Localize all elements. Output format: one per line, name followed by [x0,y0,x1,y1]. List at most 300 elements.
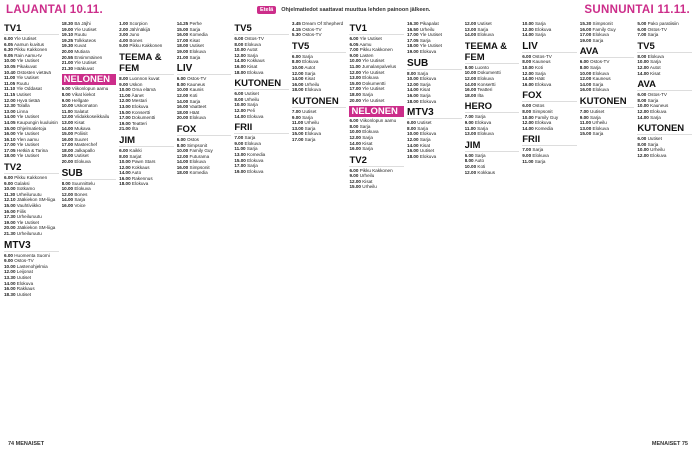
program-title: Oma elämä [130,87,156,93]
program-time: 12.00 [349,134,361,140]
program-list [234,91,289,119]
program-title: Tolkkuteos [73,37,96,43]
program-time: 9.05 [4,52,13,58]
program-list [177,137,232,176]
program-title: Kisat [73,119,85,125]
program-item [62,159,117,165]
program-time: 15.30 [579,21,592,26]
channel-name: TEEMA & FEM [119,52,174,75]
program-time: 6.00 [234,36,244,41]
program-list [349,118,404,152]
program-title: Poliisit [73,131,88,137]
page-header [0,0,696,20]
program-title: Ostos [185,136,199,142]
program-time: 20.55 [61,54,74,60]
program-title: Sotkamo [15,186,35,192]
program-title: Kokkaus [245,58,265,64]
program-time: 15.00 [291,131,304,137]
program-title: Kauneus [185,81,206,87]
program-title: Ilta [130,126,139,132]
program-list [292,54,347,93]
program-time: 18.00 [407,153,419,159]
channel-block [292,41,347,93]
program-time: 10.00 [176,148,189,154]
program-title: Elokuva [73,159,91,165]
program-time: 16.10 [4,136,16,142]
program-list [637,21,692,38]
program-time: 3.00 [119,32,129,38]
program-time: 19.30 [61,43,74,49]
program-time: 12.00 [464,169,477,175]
program-time: 17.00 [61,142,74,148]
program-time: 8.00 [637,97,647,103]
program-time: 1.00 [119,21,129,26]
program-time: 8.00 [176,81,186,87]
listing-column [637,21,692,435]
channel-block [637,41,692,76]
program-time: 17.00 [407,32,419,38]
program-time: 18.00 [291,87,304,93]
program-time: 8.00 [61,91,71,97]
program-title: Uutiset [73,153,89,159]
listing-column [119,21,174,435]
program-list [465,153,520,175]
program-list [637,54,692,76]
program-time: 10.00 [4,58,16,64]
program-title: Uutiset [476,21,492,26]
program-title: Sarja [591,81,604,87]
program-time: 8.00 [291,59,301,65]
program-time: 14.00 [119,170,131,176]
program-time: 12.00 [234,52,246,58]
program-time: 19.25 [61,37,74,43]
program-list [637,136,692,158]
channel-block [580,21,635,43]
program-title: Elokuva [476,32,494,38]
program-time: 17.05 [407,37,419,43]
program-list [62,86,117,164]
program-title: Elokuva [591,32,609,38]
program-title: Sarja [303,136,316,142]
program-title: Sarja [588,64,601,70]
program-time: 6.00 [176,136,186,142]
program-title: Bä Jäjhi [73,21,91,26]
program-time: 19.00 [61,153,74,159]
program-title: Sarja [188,26,201,32]
program-title: Auto [130,170,142,176]
program-title: Yle Uutiset [418,32,442,38]
program-title: Urheilu [648,147,665,153]
program-title: Elokuva [188,159,206,165]
program-time: 8.00 [464,64,474,70]
program-time: 10.00 [176,87,189,93]
channel-name: TV2 [349,155,404,167]
program-title: Urheilu [360,184,377,190]
program-title: Pikku Kakkonen [12,175,48,181]
program-title: Viikonlopun aamu [70,86,109,92]
program-title: Simpsonit [591,21,613,26]
program-time: 18.30 [61,21,74,26]
program-time: 12.00 [407,81,419,87]
program-title: Elokuva [418,76,437,82]
program-time: 18.00 [176,109,189,115]
program-time: 14.00 [522,76,534,82]
program-title: Elokuva [188,115,206,121]
channel-block [465,41,520,99]
program-title: Urheilu [243,96,260,102]
program-title: Elokuva [418,131,437,137]
program-title: Sarjat [128,153,142,159]
program-title: Jääkiekon SM-liiga [15,197,56,203]
program-time: 14.00 [4,280,16,286]
program-list [522,21,577,38]
program-time: 21.30 [61,65,74,71]
program-time: 18.00 [176,170,189,176]
program-title: Bones [73,191,88,197]
program-title: Urheilu [418,26,435,32]
program-time: 16.00 [234,63,246,69]
program-title: Sarja [591,131,604,137]
program-time: 6.00 [522,103,532,109]
program-list [119,76,174,132]
program-title: Ostos [531,103,545,109]
program-title: Bones [128,37,143,43]
program-title: Mukava [73,125,91,131]
program-time: 17.00 [4,142,16,148]
program-title: Uutiset [416,120,432,126]
program-time: 14.00 [407,87,419,93]
program-title: Sarja [360,91,373,97]
program-time: 15.00 [4,125,16,131]
program-title: Jäh/näkijä [128,26,151,32]
program-title: Hääkuvat [73,65,94,71]
program-title: Sarja [473,152,486,158]
program-title: Pikku Kakkonen [128,43,163,49]
program-title: Ruutu [15,80,29,86]
program-title: Uutiset [188,43,204,49]
program-title: Elokuva [476,131,494,137]
program-list [407,71,462,105]
program-title: Elokuva [646,53,664,59]
program-time: 10.00 [522,64,534,70]
program-item [177,55,232,61]
program-item [349,98,404,104]
program-time: 14.00 [291,76,304,82]
program-title: Ruutu [73,32,87,38]
listing-column [465,21,520,435]
program-item [407,99,462,105]
page-footer [0,437,696,450]
program-title: Ostos-TV [588,59,610,65]
program-time: 9.00 [234,140,244,146]
program-title: Sarja [533,70,546,76]
program-time: 15.00 [4,203,16,209]
program-time: 10.00 [234,47,246,53]
program-list [407,21,462,55]
program-time: 6.00 [579,59,589,65]
program-time: 16.50 [407,26,419,32]
program-item [407,154,462,160]
program-time: 12.00 [119,98,131,104]
program-title: Urheilu [303,81,320,87]
channel-block [4,23,59,159]
program-time: 3.45 [291,21,301,26]
program-time: 9.00 [4,258,13,264]
program-title: Urheiluruutu [15,191,42,197]
program-time: 12.00 [234,107,246,113]
program-title: Elokuva [360,75,379,81]
channel-block [177,124,232,176]
program-title: Elokuva [591,87,609,93]
program-title: Koti [533,64,543,70]
program-list [119,21,174,49]
program-title: Jalkapallo [73,147,95,153]
program-time: 8.00 [637,141,647,147]
program-title: Sarja [533,21,546,26]
program-time: 13.00 [464,26,477,32]
program-time: 6.30 [4,47,13,53]
program-time: 7.00 [349,47,359,53]
program-time: 10.00 [61,186,74,192]
program-time: 16.00 [119,175,131,181]
program-title: Autot [245,47,258,53]
program-time: 8.00 [407,70,416,76]
program-title: Tolalla [15,103,30,109]
program-title: Juno [128,32,140,38]
program-title: Sarja [475,125,488,131]
program-item [465,170,520,176]
program-title: Salatut [72,108,89,114]
program-title: Rain Aamu-tv [12,52,42,58]
channel-block [637,21,692,38]
program-time: 10.00 [637,59,649,65]
listing-column [292,21,347,435]
program-title: Elokuva [591,70,609,76]
program-title: Elokuva [245,157,264,163]
program-item [580,131,635,137]
program-title: Teatteri [130,120,147,126]
channel-name: FRII [522,134,577,146]
program-title: Äänet [130,92,144,98]
program-title: Teatteri [476,87,493,93]
program-time: 12.00 [637,152,649,158]
program-time: 18.00 [407,43,419,49]
program-time: 8.00 [234,96,244,102]
program-time: 19.10 [61,32,74,38]
program-time: 10.00 [291,64,304,70]
channel-block [407,58,462,105]
program-list [4,253,59,298]
program-list [465,114,520,136]
program-title: Ostosten vietävä [15,69,51,75]
channel-block [4,162,59,237]
program-title: Sarja [648,59,661,65]
channel-block [522,21,577,38]
program-title: Elokuva [245,69,264,75]
program-time: 20.00 [4,225,16,231]
program-time: 15.00 [234,157,246,163]
channel-block [465,140,520,175]
region-badge: Etelä [257,6,276,14]
program-time: 18.00 [464,92,477,98]
channel-name: JIM [119,135,174,147]
program-time: 16.00 [579,87,592,93]
program-title: Komedia [188,32,208,38]
program-item [119,43,174,49]
channel-name: SUB [62,168,117,180]
channel-name: NELONEN [349,106,404,117]
program-time: 17.00 [579,32,592,38]
program-title: Konsertti [130,109,151,115]
program-title: Yle Uutiset [360,86,385,92]
program-title: Pikku Kakkonen [12,47,48,53]
program-list [580,21,635,43]
channel-block [407,21,462,55]
program-time: 17.00 [176,37,189,43]
program-time: 13.00 [464,131,477,137]
program-title: Hellgate [70,97,89,103]
program-time: 9.00 [119,81,129,87]
program-list [349,36,404,103]
program-title: Komedia [188,170,208,176]
channel-name: KUTONEN [234,78,289,90]
listing-column [62,21,117,435]
program-title: Kisat [360,140,373,146]
program-title: Yle Uutiset [73,60,97,66]
program-time: 7.00 [234,135,244,141]
program-title: Elokuva [648,152,667,158]
program-title: Ostos-TV [12,258,34,264]
program-list [177,21,232,60]
channel-block [62,74,117,164]
program-time: 6.00 [61,86,71,92]
program-title: Luonnon kuvat [128,75,160,81]
program-title: Elokuva [130,181,149,187]
program-title: Peli [245,107,255,113]
program-item [292,87,347,93]
program-time: 8.00 [522,59,532,65]
channel-name: LIV [177,63,232,75]
program-time: 17.30 [4,214,16,220]
program-title: Kaikki [128,147,142,153]
program-time: 14.00 [234,58,246,64]
program-title: Sarja [646,97,659,103]
program-time: 7.00 [579,108,589,114]
program-time: 10.00 [579,70,592,76]
program-time: 19.00 [234,168,246,174]
program-time: 6.00 [407,120,416,126]
program-title: Koti [188,92,198,98]
program-title: Sarja [533,158,546,164]
program-title: Elokuva [648,108,667,114]
channel-name: TV5 [637,41,692,53]
program-item [119,126,174,132]
program-title: Perhe [188,21,202,26]
program-time: 13.30 [4,274,16,280]
program-time: 12.00 [176,92,189,98]
program-title: Luonto [473,64,489,70]
program-title: Sarja [303,125,316,131]
program-time: 6.00 [637,92,647,98]
program-time: 6.05 [349,41,359,47]
program-title: Viidakkoseikkailu [73,114,110,120]
program-time: 8.00 [349,123,359,129]
program-time: 12.00 [407,136,419,142]
program-title: Uutiset [646,136,662,142]
program-title: Mestari [130,98,147,104]
program-title: Masterchef [73,142,98,148]
program-time: 2.00 [119,26,129,32]
channel-name: MTV3 [407,107,462,119]
program-time: 14.00 [464,81,477,87]
program-title: Urheilu [591,120,607,126]
program-time: 11.05 [4,80,16,86]
program-time: 14.05 [4,119,16,125]
program-title: Dream Of Shepherd [300,21,344,26]
program-time: 12.00 [4,269,16,275]
program-time: 10.00 [407,131,419,137]
program-title: Koti [476,163,486,169]
channel-name: KUTONEN [637,123,692,135]
program-item [234,70,289,76]
program-time: 5.30 [291,32,301,38]
program-title: Sarja [646,141,659,147]
channel-block [465,101,520,136]
program-time: 11.00 [4,75,16,81]
program-title: Häät [188,109,200,115]
program-time: 11.00 [464,125,476,131]
program-time: 12.00 [4,97,16,103]
program-title: Galaksi [12,180,30,186]
program-time: 10.00 [407,76,419,82]
program-time: 17.00 [349,86,361,92]
program-title: Elokuva [73,186,91,192]
program-item [637,153,692,159]
program-time: 12.00 [579,76,592,82]
program-title: Uskomaton [73,103,98,109]
program-title: Ylen aamu [15,136,39,142]
program-item [465,93,520,99]
program-title: Sarja [646,32,659,38]
program-title: Pako paratiisiin [646,21,679,26]
program-time: 21.00 [119,126,131,132]
program-title: Komedia [533,125,554,131]
program-title: Ensimmäinen [73,54,103,60]
program-time: 10.00 [349,58,361,64]
program-time: 18.00 [176,43,189,49]
program-time: 12.00 [349,178,361,184]
program-title: Yle Uutiset [358,36,382,41]
program-title: Elokuva [473,119,492,125]
program-time: 16.30 [407,21,419,26]
program-title: Kisat [245,63,258,69]
program-title: Pikku Kakkonen [358,47,393,53]
program-time: 6.00 [464,152,474,158]
program-title: Ostos-TV [646,26,667,32]
channel-name: AVA [637,79,692,91]
program-title: Sarja [360,146,373,152]
program-title: Family Guy [533,114,559,120]
program-title: Yle Uutiset [15,131,39,137]
program-time: 21.30 [4,231,16,236]
program-time: 8.00 [407,125,416,131]
program-title: Yle Uutiset [15,75,39,81]
program-title: Yle Oddasat [15,86,42,92]
program-title: Elokuva [418,98,437,104]
channel-block [177,63,232,121]
program-title: Sarja [473,114,486,120]
channel-name: AVA [580,46,635,58]
